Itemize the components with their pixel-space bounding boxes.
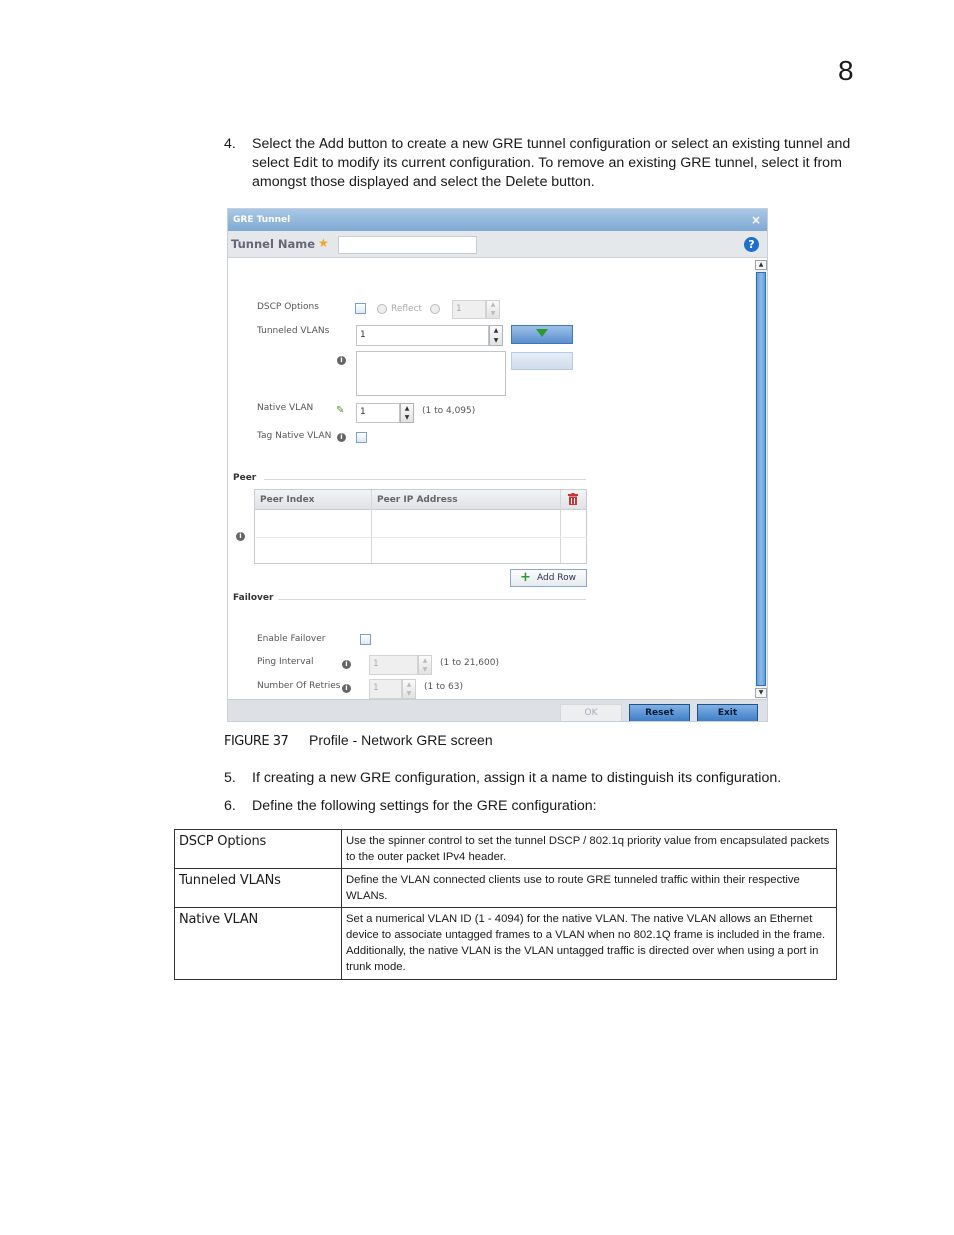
table-description: Use the spinner control to set the tunnel DSCP / 802.1q priority value from encapsulated packets to the outer packet IPv4 header. xyxy=(342,830,837,869)
tunnel-name-label: Tunnel Name xyxy=(231,237,316,251)
table-term: Tunneled VLANs xyxy=(175,869,342,908)
step-text: Select the Add button to create a new GRE tunnel configuration or select an existing tunnel and select Edit to modify its current configuration. To remove an existing GRE tunnel, select it from amongst those displayed and select the Delete button. xyxy=(252,136,851,190)
native-vlan-spinner[interactable]: ▲ ▼ xyxy=(400,403,414,423)
scroll-down-icon[interactable]: ▼ xyxy=(755,688,767,698)
pencil-icon[interactable]: ✎ xyxy=(336,405,345,416)
tunnel-name-bar xyxy=(228,231,768,258)
dscp-value-field[interactable]: 1 xyxy=(452,300,486,319)
peer-table-header xyxy=(255,490,586,510)
tag-native-vlan-checkbox[interactable] xyxy=(356,432,367,443)
dscp-value-radio[interactable] xyxy=(430,304,440,314)
ping-interval-label: Ping Interval xyxy=(257,657,314,667)
info-icon: i xyxy=(337,433,346,442)
edit-keyword: Edit xyxy=(293,156,318,171)
info-icon: i xyxy=(342,660,351,669)
ping-interval-hint: (1 to 21,600) xyxy=(440,658,499,668)
peer-index-header[interactable]: Peer Index xyxy=(260,495,315,505)
dialog-title: GRE Tunnel xyxy=(228,209,768,231)
scroll-up-icon[interactable]: ▲ xyxy=(755,260,767,270)
step-text: Define the following settings for the GRE configuration: xyxy=(252,798,597,814)
table-term: Native VLAN xyxy=(175,908,342,980)
ping-interval-spinner[interactable]: ▲ ▼ xyxy=(418,655,432,675)
add-row-button[interactable] xyxy=(510,569,587,587)
step-number: 6. xyxy=(224,798,236,814)
native-vlan-hint: (1 to 4,095) xyxy=(422,406,476,416)
dscp-options-checkbox[interactable] xyxy=(355,303,366,314)
reflect-radio[interactable] xyxy=(377,304,387,314)
reset-button[interactable]: Reset xyxy=(629,704,690,722)
retries-field[interactable]: 1 xyxy=(369,679,402,699)
retries-spinner[interactable]: ▲ ▼ xyxy=(402,679,416,699)
row-divider xyxy=(256,537,587,538)
table-row xyxy=(175,869,837,908)
retries-hint: (1 to 63) xyxy=(424,682,463,692)
plus-icon: + xyxy=(520,570,531,585)
settings-table xyxy=(174,829,837,980)
table-description: Set a numerical VLAN ID (1 - 4094) for the native VLAN. The native VLAN allows an Ethernet device to associate untagged frames to a VLAN when no 802.1Q frame is included in the frame. Additionally, the native VLAN is the VLAN untagged traffic is directed over when using a port in trunk mode. xyxy=(342,908,837,980)
dscp-options-label: DSCP Options xyxy=(257,302,319,312)
tunneled-vlans-field[interactable]: 1 xyxy=(356,325,489,346)
vertical-scrollbar[interactable] xyxy=(755,260,767,698)
remove-vlan-button[interactable] xyxy=(511,352,573,370)
add-row-label: Add Row xyxy=(537,573,577,583)
close-icon[interactable]: × xyxy=(750,213,761,227)
chapter-number: 8 xyxy=(838,55,854,86)
info-icon: i xyxy=(236,532,245,541)
figure-caption xyxy=(224,732,493,749)
scroll-thumb[interactable] xyxy=(756,272,766,686)
add-keyword: Add xyxy=(319,137,344,152)
help-icon[interactable]: ? xyxy=(744,237,759,252)
tunneled-vlans-list[interactable] xyxy=(356,351,506,396)
step-number: 5. xyxy=(224,770,236,786)
dialog-footer xyxy=(228,699,768,722)
tag-native-vlan-label: Tag Native VLAN xyxy=(257,431,332,441)
peer-divider xyxy=(264,479,586,480)
column-divider xyxy=(371,490,372,563)
table-description: Define the VLAN connected clients use to route GRE tunneled traffic within their respective WLANs. xyxy=(342,869,837,908)
add-vlan-button[interactable] xyxy=(511,325,573,344)
info-icon: i xyxy=(337,356,346,365)
step-number: 4. xyxy=(224,136,236,152)
table-row xyxy=(175,908,837,980)
reflect-label: Reflect xyxy=(391,304,423,314)
table-row xyxy=(175,830,837,869)
gre-tunnel-dialog xyxy=(227,208,768,722)
delete-keyword: Delete xyxy=(505,175,548,190)
required-star-icon: ★ xyxy=(318,236,329,250)
failover-divider xyxy=(278,599,586,600)
column-divider xyxy=(560,490,561,563)
ping-interval-field[interactable]: 1 xyxy=(369,655,418,675)
native-vlan-field[interactable]: 1 xyxy=(356,403,400,423)
tunnel-name-input[interactable] xyxy=(338,236,477,254)
enable-failover-label: Enable Failover xyxy=(257,634,326,644)
peer-ip-header[interactable]: Peer IP Address xyxy=(377,495,458,505)
figure-title: Profile - Network GRE screen xyxy=(309,732,493,748)
tunneled-vlans-label: Tunneled VLANs xyxy=(257,326,330,336)
tunneled-vlans-spinner[interactable]: ▲ ▼ xyxy=(489,325,503,346)
native-vlan-label: Native VLAN xyxy=(257,403,314,413)
exit-button[interactable]: Exit xyxy=(697,704,758,722)
dscp-spinner[interactable]: ▲ ▼ xyxy=(486,300,500,319)
step-text: If creating a new GRE configuration, assign it a name to distinguish its configuration. xyxy=(252,770,782,786)
info-icon: i xyxy=(342,684,351,693)
table-term: DSCP Options xyxy=(175,830,342,869)
enable-failover-checkbox[interactable] xyxy=(360,634,371,645)
peer-section-title: Peer xyxy=(233,473,257,483)
peer-table xyxy=(254,489,587,564)
retries-label: Number Of Retries xyxy=(257,681,341,691)
figure-label: FIGURE 37 xyxy=(224,734,289,749)
ok-button[interactable]: OK xyxy=(560,704,622,722)
trash-icon[interactable] xyxy=(568,493,578,505)
down-arrow-icon xyxy=(536,329,548,337)
failover-section-title: Failover xyxy=(233,593,274,603)
